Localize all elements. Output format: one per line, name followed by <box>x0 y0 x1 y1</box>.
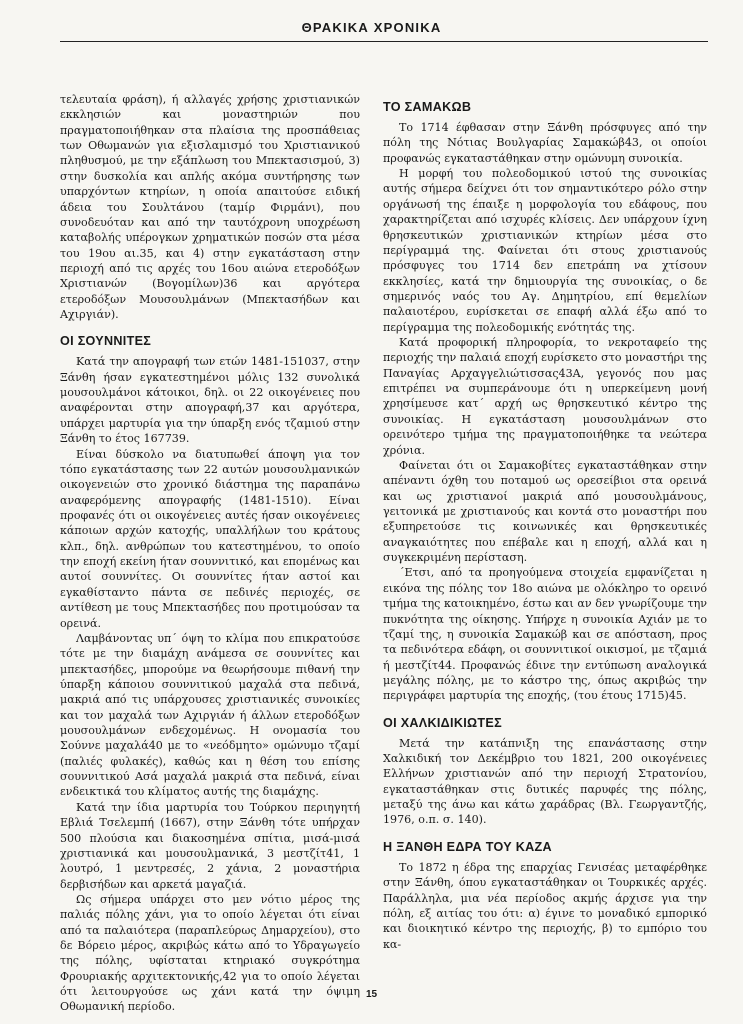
left-column <box>60 92 360 1015</box>
paragraph: Ως σήμερα υπάρχει στο μεν νότιο μέρος της παλιάς πόλης χάνι, για το οποίο λέγεται ότι είναι από τα παλαιότερα (παραπλεύρως Δημαρχείου), στο δε Βόρειο μέρος, ακριβώς κάτω από το Υδραγωγείο της πόλης, υφίσταται κτηριακό συγκρότημα Φρουριακής αρχιτεκτονικής,42 για το οποίο λέγεται ότι λειτουργούσε ως χάνι κατά την όψιμη Οθωμανική περίοδο. <box>60 892 360 1014</box>
paragraph: Φαίνεται ότι οι Σαμακοβίτες εγκαταστάθηκαν στην απέναντι όχθη του ποταμού ως ορεσείβιοι στα ορεινά και ως χριστιανοί μακριά από μουσουλμάνους, γειτονικά με χριστιανούς και κοντά στο μοναστήρι που εξυπηρετούσε τις κοινωνικές και θρησκευτικές αναγκαιότητες που επέβαλε και η εποχή, αλλά και η συγκεκριμένη περίσταση. <box>383 458 707 565</box>
paragraph: Το 1872 η έδρα της επαρχίας Γενισέας μεταφέρθηκε στην Ξάνθη, όπου εγκαταστάθηκαν οι Τουρκικές αρχές. Παράλληλα, μια νέα περίοδος ακμής άρχισε για την πόλη, εξ αιτίας του ότι: α) έγινε το μοναδικό εμπορικό και διοικητικό κέντρο της περιοχής, β) το εμπόριο του κα- <box>383 860 707 951</box>
section-heading-samakov: ΤΟ ΣΑΜΑΚΩΒ <box>383 100 472 114</box>
section-heading-sounnites: ΟΙ ΣΟΥΝΝΙΤΕΣ <box>60 334 152 349</box>
paragraph: Κατά την ίδια μαρτυρία του Τούρκου περιηγητή Εβλιά Τσελεμπή (1667), στην Ξάνθη τότε υπήρχαν 500 πλούσια και διακοσημένα σπίτια, μισά-μισά χριστιανικά και μουσουλμανικά, 3 μεστζίτ41, 1 λουτρό, 1 μεντρεσές, 2 χάνια, 2 μοναστήρια δερβισήδων και αρκετά μαγαζιά. <box>60 800 360 891</box>
paragraph: Είναι δύσκολο να διατυπωθεί άποψη για τον τόπο εγκατάστασης των 22 αυτών μουσουλμανικών οικογενειών στο χρονικό διάστημα της παραπάνω αναφερόμενης απογραφής (1481-1510). Είναι προφανές ότι οι οικογένειες αυτές ήσαν οικογένειες κάποιων αρχών κατοχής, υπαλλήλων του κράτους κλπ., δηλ. ανθρώπων του κατεστημένου, το οποίο την εποχή εκείνη ήταν σουννιτικό, και επομένως και αυτοί σουννίτες. Οι σουννίτες ήταν αστοί και εγκαθίσταντο πάντα σε πεδινές περιοχές, σε αντίθεση με τους Μπεκτασήδες που προτιμούσαν τα ορεινά. <box>60 447 360 630</box>
page-number: 15 <box>365 989 378 1000</box>
paragraph: Κατά προφορική πληροφορία, το νεκροταφείο της περιοχής την παλαιά εποχή ευρίσκετο στο μοναστήρι της Παναγίας Αρχαγγελιώτισσας43Α, γεγονός που μας επιτρέπει να συμπεράνουμε ότι η υπερκείμενη μονή χρησίμευσε κατ΄ αρχή ως θρησκευτικό κέντρο της συνοικίας. Η εγκατάσταση μουσουλμάνων στο ορεινότερο τμήμα της πραγματοποιήθηκε τα νεώτερα χρόνια. <box>383 336 707 457</box>
header-rule <box>60 41 708 42</box>
paragraph: Μετά την κατάπνιξη της επανάστασης στην Χαλκιδική τον Δεκέμβριο του 1821, 200 οικογένειες Ελλήνων χριστιανών από την περιοχή Στρατονίου, εγκαταστάθηκαν στις δυτικές παρυφές της πόλης, μεταξύ της άνω και κάτω χαράδρας (Βλ. Γεωργαντζής, 1976, ο.π. σ. 140). <box>383 736 707 827</box>
paragraph: Λαμβάνοντας υπ΄ όψη το κλίμα που επικρατούσε τότε με την διαμάχη ανάμεσα σε σουννίτες και μπεκτασήδες, μπορούμε να θεωρήσουμε πιθανή την ύπαρξη κάποιου σουννιτικού μαχαλά στα πεδινά, μακριά από τις υπάρχουσες χριστιανικές συνοικίες και τον μαχαλά των Αχιργιάν ή άλλων ετεροδόξων μουσουλμάνων ενδεχομένως. Η ονομασία του Σούννε μαχαλά40 με το «νεόδμητο» ομώνυμο τζαμί (παλιές φυλακές), καθώς και η θέση του επίσης σουννιτικού Ασά μαχαλά μακριά στα πεδινά, είναι ενδεικτικά του κλίματος αυτής της διαμάχης. <box>60 631 360 799</box>
paragraph: Κατά την απογραφή των ετών 1481-151037, στην Ξάνθη ήσαν εγκατεστημένοι μόλις 132 συνολικά μουσουλμάνοι κάτοικοι, δηλ. οι 22 οικογένειες που αναφέρονται στην απογραφή,37 και αργότερα, υπάρχει μαρτυρία για την ύπαρξη ενός τζαμιού στην Ξάνθη το έτος 167739. <box>60 355 360 446</box>
paragraph: Η μορφή του πολεοδομικού ιστού της συνοικίας αυτής σήμερα δείχνει ότι τον σημαντικότερο ρόλο στην οργάνωσή της έπαιξε η μορφολογία του εδάφους, που χαρακτηρίζεται από ισχυρές κλίσεις. Δεν υπάρχουν ίχνη θρησκευτικών χριστιανικών κτηρίων μέσα στο περίγραμμά της. Φαίνεται ότι στους χριστιανούς πρόσφυγες του 1714 δεν επετράπη να χτίσουν εκκλησίες, κατά την δημιουργία της συνοικίας, ο δε σημερινός ναός του Αγ. Δημητρίου, επί θεμελίων παλαιοτέρου, ευρίσκεται σε επαφή αλλά έξω από το περίγραμμα της πολεοδομικής ενότητάς της. <box>383 167 707 334</box>
right-column <box>383 92 707 952</box>
running-header: ΘΡΑΚΙΚΑ ΧΡΟΝΙΚΑ <box>301 20 442 35</box>
paragraph: ΄Ετσι, από τα προηγούμενα στοιχεία εμφανίζεται η εικόνα της πόλης τον 18ο αιώνα με ολόκληρο το ορεινό τμήμα της κατοικημένο, έστω και αν δεν γνωρίζουμε την πυκνότητα της οίκησης. Υπήρχε η συνοικία Αχιάν με το τζαμί της, η συνοικία Σαμακώβ και σε απόσταση, προς τα πεδινότερα εδάφη, οι σουννιτικοί οικισμοί, με τζαμιά ή μεστζίτ44. Προφανώς έδινε την εντύπωση αναλογικά μεγάλης πόλης, με το κάστρο της, όπως ακριβώς την περιγράφει μαρτυρία της εποχής, (του έτους 1715)45. <box>383 566 707 703</box>
section-heading-kaza: Η ΞΑΝΘΗ ΕΔΡΑ ΤΟΥ ΚΑΖΑ <box>383 839 552 854</box>
paragraph: Το 1714 έφθασαν στην Ξάνθη πρόσφυγες από την πόλη της Νότιας Βουλγαρίας Σαμακώβ43, οι οποίοι προφανώς εγκαταστάθηκαν στην ομώνυμη συνοικία. <box>383 121 707 165</box>
paragraph: τελευταία φράση), ή αλλαγές χρήσης χριστιανικών εκκλησιών και μοναστηριών που πραγματοποιήθηκαν στα πλαίσια της προσπάθειας των Οθωμανών για εξισλαμισμό του Χριστιανικού πληθυσμού, με την εξάπλωση του Μπεκτασισμού, 3) στην δυσκολία και απλής ακόμα συντήρησης των υπαρχόντων κτηρίων, η οποία απαιτούσε ειδική άδεια του Σουλτάνου (ταμίρ Φιρμάνι), που συνοδευόταν και από την ταυτόχρονη υποχρέωση καταβολής υπέρογκων χρηματικών ποσών στα μέσα του 19ου αι.35, και 4) στην εγκατάσταση στην περιοχή από τις αρχές του 16ου αιώνα ετεροδόξων Χριστιανών (Βογομίλων)36 και αργότερα ετεροδόξων Μουσουλμάνων (Μπεκτασήδων και Αχιργιάν). <box>60 93 360 322</box>
section-heading-chalkidikiotes: ΟΙ ΧΑΛΚΙΔΙΚΙΩΤΕΣ <box>383 715 502 730</box>
